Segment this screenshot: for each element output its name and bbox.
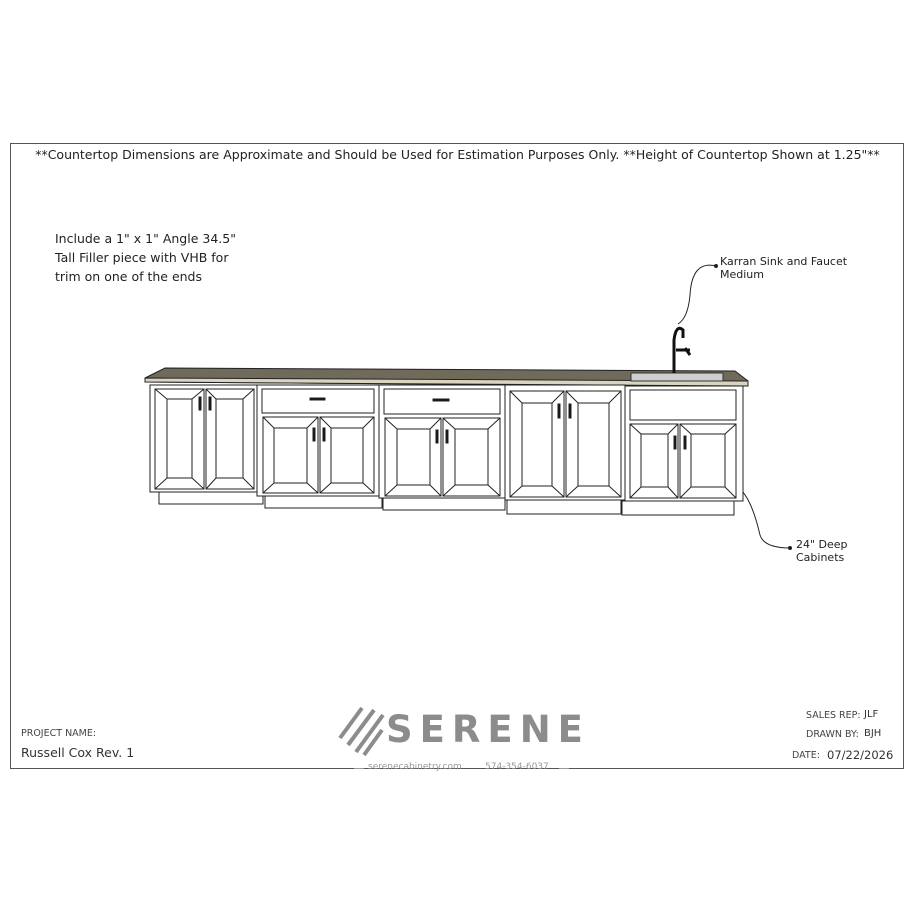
drawn-by-value: BJH: [864, 728, 882, 739]
depth-callout-line: 24" Deep: [796, 538, 848, 551]
filler-note-line: trim on one of the ends: [55, 269, 203, 284]
sink-leader: [678, 265, 716, 324]
sales-rep-label: SALES REP:: [806, 710, 861, 721]
date-label: DATE:: [792, 750, 820, 761]
website-text: serenecabinetry.com: [368, 762, 462, 772]
sink-callout-line: Medium: [720, 268, 764, 281]
sink-leader-dot: [715, 265, 718, 268]
footer-divider: [559, 768, 569, 769]
sales-rep-value: JLF: [864, 709, 879, 720]
depth-callout-line: Cabinets: [796, 551, 845, 564]
cabinet-4: [505, 385, 625, 514]
depth-leader-dot: [789, 547, 792, 550]
cabinet-3: [379, 385, 505, 510]
serene-logo-text: SERENE: [386, 708, 590, 751]
countertop-disclaimer: **Countertop Dimensions are Approximate and Should be Used for Estimation Purposes Only. **Height of Countertop Shown at 1.25"**: [35, 147, 880, 162]
cabinet-2: [257, 385, 382, 508]
project-name-label: PROJECT NAME:: [21, 728, 97, 739]
faucet: [674, 328, 690, 373]
phone-text: 574-354-6037: [485, 762, 549, 772]
cabinet-1: [150, 385, 263, 504]
depth-leader: [740, 489, 790, 548]
sink-callout-line: Karran Sink and Faucet: [720, 255, 848, 268]
footer-divider: [354, 768, 364, 769]
sink-bowl: [631, 373, 723, 381]
filler-note-line: Include a 1" x 1" Angle 34.5": [55, 231, 236, 246]
filler-note-line: Tall Filler piece with VHB for: [55, 250, 229, 265]
date-value: 07/22/2026: [827, 748, 894, 762]
cabinet-5-sink-base: [622, 386, 743, 515]
project-name-value: Russell Cox Rev. 1: [21, 745, 135, 760]
serene-logo-mark: [340, 708, 383, 755]
drawn-by-label: DRAWN BY:: [806, 729, 859, 740]
